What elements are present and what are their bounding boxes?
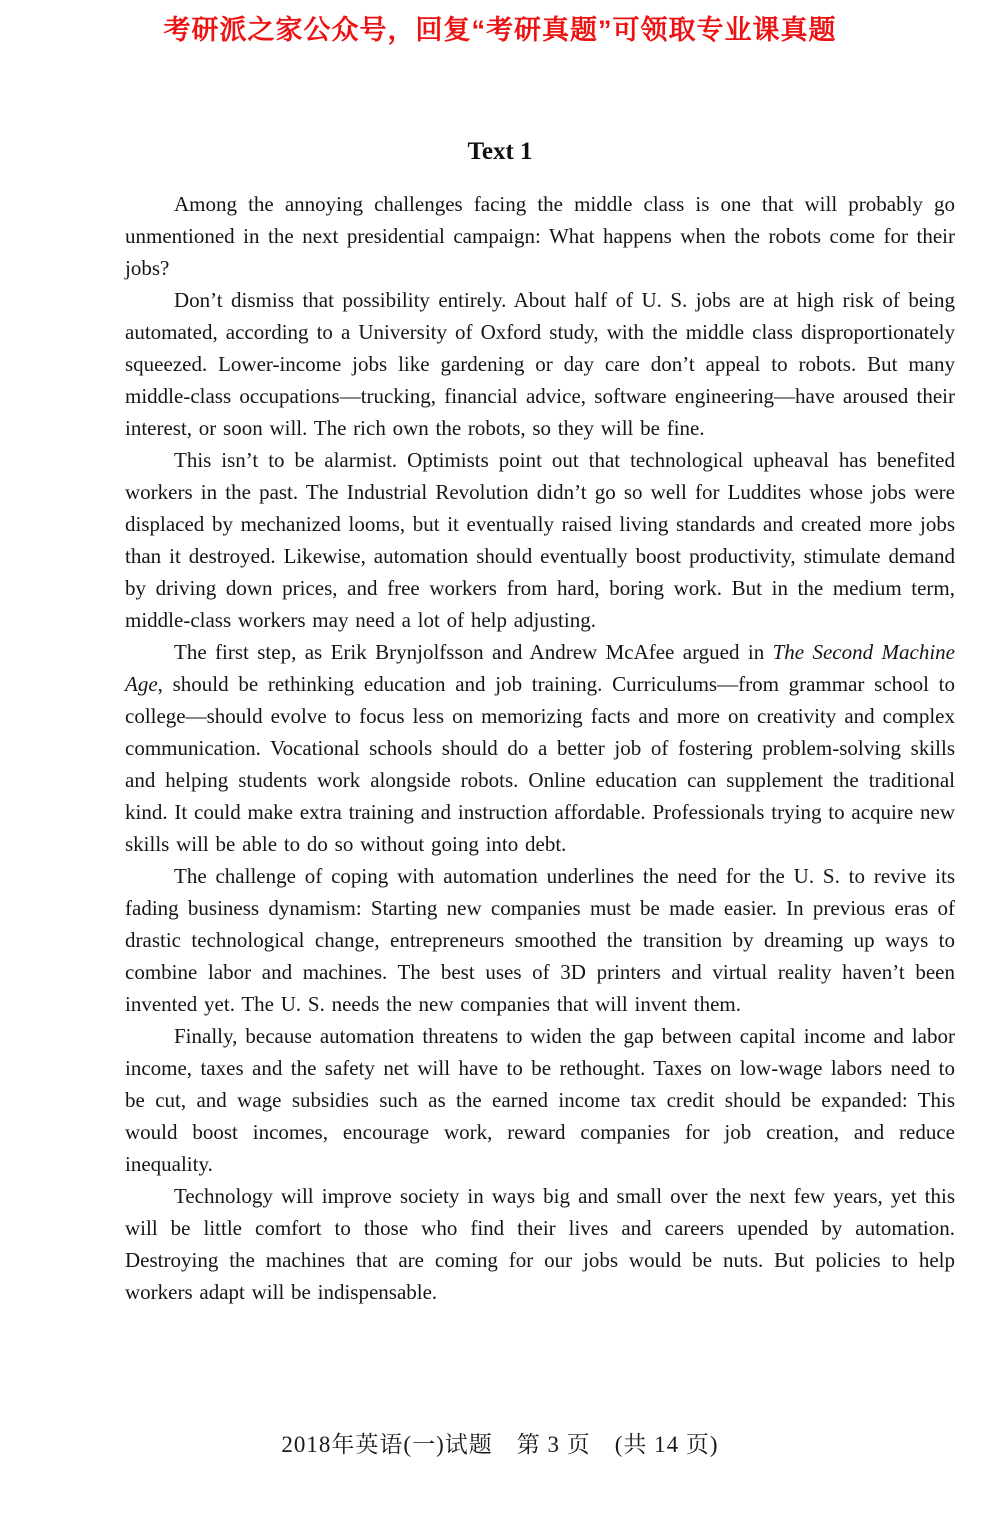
text-segment: Technology will improve society in ways big and small over the next few years, yet this will be little comfort to those who find their lives and careers upended by automation. Destroying the machines that are coming for our jobs would be nuts. But policies to help workers adapt will be indispensable. xyxy=(125,1184,955,1304)
paragraph-3 xyxy=(125,444,955,636)
text-segment: This isn’t to be alarmist. Optimists point out that technological upheaval has benefited workers in the past. The Industrial Revolution didn’t go so well for Luddites whose jobs were displaced by mechanized looms, but it eventually raised living standards and created more jobs than it destroyed. Likewise, automation should eventually boost productivity, stimulate demand by driving down prices, and free workers from hard, boring work. But in the medium term, middle-class workers may need a lot of help adjusting. xyxy=(125,448,955,632)
text-segment: The challenge of coping with automation underlines the need for the U. S. to revive its fading business dynamism: Starting new companies must be made easier. In previous eras of drastic technological change, entrepreneurs smoothed the transition by dreaming up ways to combine labor and machines. The best uses of 3D printers and virtual reality haven’t been invented yet. The U. S. needs the new companies that will invent them. xyxy=(125,864,955,1016)
paragraph-4 xyxy=(125,636,955,860)
text-segment: , should be rethinking education and job training. Curriculums—from grammar school to college—should evolve to focus less on memorizing facts and more on creativity and complex communication. Vocational schools should do a better job of fostering problem-solving skills and helping students work alongside robots. Online education can supplement the traditional kind. It could make extra training and instruction affordable. Professionals trying to acquire new skills will be able to do so without going into debt. xyxy=(125,672,955,856)
paragraph-7 xyxy=(125,1180,955,1308)
paragraph-1 xyxy=(125,188,955,284)
paragraph-5 xyxy=(125,860,955,1020)
paragraph-2 xyxy=(125,284,955,444)
text-segment: Among the annoying challenges facing the middle class is one that will probably go unmentioned in the next presidential campaign: What happens when the robots come for their jobs? xyxy=(125,192,955,280)
header-banner: 考研派之家公众号，回复“考研真题”可领取专业课真题 xyxy=(163,15,837,45)
text-segment: Finally, because automation threatens to widen the gap between capital income and labor income, taxes and the safety net will have to be rethought. Taxes on low-wage labors need to be cut, and wage subsidies such as the earned income tax credit should be expanded: This would boost incomes, encourage work, reward companies for job creation, and reduce inequality. xyxy=(125,1024,955,1176)
page-footer: 2018年英语(一)试题 第 3 页 (共 14 页) xyxy=(281,1432,719,1457)
page-title: Text 1 xyxy=(467,138,533,165)
paragraph-6 xyxy=(125,1020,955,1180)
passage xyxy=(125,188,955,1308)
book-title-segment: The Second Machine Age xyxy=(125,640,955,696)
text-segment: Don’t dismiss that possibility entirely. About half of U. S. jobs are at high risk of being automated, according to a University of Oxford study, with the middle class disproportionately squeezed. Lower-income jobs like gardening or day care don’t appeal to robots. But many middle-class occupations—trucking, financial advice, software engineering—have aroused their interest, or soon will. The rich own the robots, so they will be fine. xyxy=(125,288,955,440)
text-segment: The first step, as Erik Brynjolfsson and Andrew McAfee argued in xyxy=(174,640,773,664)
